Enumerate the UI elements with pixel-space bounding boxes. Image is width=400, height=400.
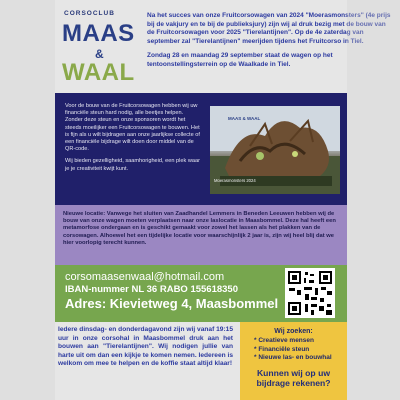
photo-caption: Moerasmonsters 2024 [214,178,256,183]
photo-tag: MAAS & WAAL [228,116,261,121]
new-location-panel [55,205,347,265]
wanted-list [254,337,332,363]
wanted-item: * Creatieve mensen [254,337,314,344]
contact-email[interactable]: corsomaasenwaal@hotmail.com [65,271,225,283]
support-text [65,103,200,178]
contact-address: Adres: Kievietweg 4, Maasbommel [65,296,279,311]
logo-waal: WAAL [62,59,135,86]
contact-iban: IBAN-nummer NL 36 RABO 155618350 [65,284,239,295]
wanted-title: Wij zoeken: [274,328,313,335]
intro-paragraph-1: Na het succes van onze Fruitcorsowagen van 2024 "Moerasmonsters" (4e prijs bij de vakjury en te bij de publieksjury) zijn wij al druk bezig met de bouw van de Fruitcorsowagen voor 2025 "Tierelantijnen". Op de 4e zaterdag van september zal "Tierelantijnen" meerijden tijdens het Fruitcorso in Tiel. [147,12,391,45]
logo-subtitle: CORSOCLUB [64,10,115,17]
float-photo [210,106,340,194]
wanted-item: * Financiële steun [254,345,310,353]
contact-panel [55,265,347,322]
wanted-box [240,322,347,400]
qr-code-icon [285,268,335,318]
logo-ampersand: & [95,47,104,61]
donation-qr-code[interactable] [285,268,335,318]
wanted-item: * Nieuwe las- en bouwhal [254,354,332,361]
left-margin-shade [0,0,55,400]
build-evenings-text: Iedere dinsdag- en donderdagavond zijn wij vanaf 19:15 uur in onze corsohal in Maasbommel druk aan het bouwen aan "Tierelantijnen". Wij nodigen jullie van harte uit om dan een kijkje te komen nemen. Iedereen is welkom om mee te helpen en de koffie staat altijd klaar! [58,326,233,368]
right-margin-shade [347,0,400,400]
support-paragraph-1: Voor de bouw van de Fruitcorsowagen hebben wij uw financiële steun hard nodig, alle beetjes helpen. Zonder deze steun en onze sponsoren wordt het steeds moeilijker een Fruitcorsowagen te bouwen. Het is fijn als u wilt bijdragen aan onze jaarlijkse collecte of een financiële bijdrage wilt doen door middel van de QR-code. [65,103,200,153]
club-logo [60,10,140,88]
logo-maas: MAAS [62,20,135,47]
contribution-question: Kunnen wij op uw bijdrage rekenen? [256,368,331,388]
new-location-text: Nieuwe locatie: Vanwege het sluiten van Zaadhandel Lemmers in Beneden Leeuwen hebben wij de bouw van onze wagen moeten verplaatsen naar onze laslocatie in Maasbommel. Deze hal heeft een metamorfose ondergaan en is geschikt gemaakt voor zowel het lassen als het plakken van de corsowagen. Alhoewel het een tijdelijke locatie voor waarschijnlijk 2 jaar is, zijn wij heel blij dat we hier voorlopig terecht kunnen. [63,211,336,246]
support-panel [55,93,347,205]
support-paragraph-2: Wij bieden gezelligheid, saamhorigheid, een plek waar je je creativiteit kwijt kunt. [65,158,200,172]
intro-paragraph-2: Zondag 28 en maandag 29 september staat de wagen op het tentoonstellingsterrein op de Waalkade in Tiel. [147,52,333,68]
